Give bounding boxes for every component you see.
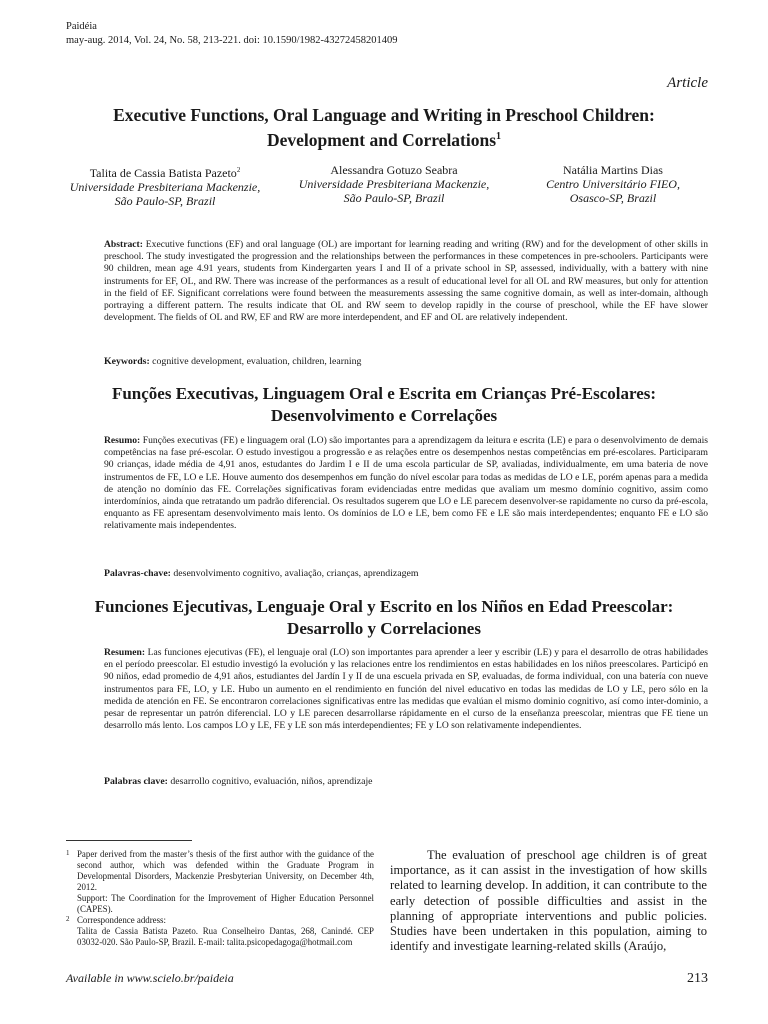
- portuguese-keywords: [104, 568, 708, 580]
- resumen-text: Las funciones ejecutivas (FE), el lenguaje oral (LO) son importantes para aprender a leer y escribir (LE) y para el desarrollo de otras habilidades en el período preescolar. El estudio investigó la evolución y las relaciones entre los rendimientos en estas habilidades en los niños preescolares. Participó en 90 niños, edad promedio de 4,91 años, estudiantes del Jardín I y II de una escuela privada en SP, evaluadas, de forma individual, con una batería con nueve instrumentos para FE, LO, y LE. Hubo un aumento en el rendimiento en función del nivel educativo en todas las medidas de LO y LE, pero sólo en la medida de atención en FE. Se encontraron correlaciones significativas entre las medidas que evalúan el mismo dominio cognitivo, así como inter-dominio, a pesar de representar un patrón diferencial. LO y LE parecen desarrollarse rápidamente en el curso de la enseñanza preescolar, mientras que FE tiene un desarrollo más lento. Los campos LO y LE, FE y LE son más interdependientes; FE y LO son relativamente independientes.: [104, 647, 708, 732]
- footnote-number: 1: [66, 849, 70, 857]
- resumo-label: Resumo:: [104, 435, 141, 446]
- author-name: Alessandra Gotuzo Seabra: [330, 163, 458, 177]
- spanish-title-line1: Funciones Ejecutivas, Lenguaje Oral y Escrito en los Niños en Edad Preescolar:: [94, 597, 674, 616]
- page-number: 213: [687, 971, 708, 986]
- body-paragraph: The evaluation of preschool age children is of great importance, as it can assist in the investigation of how skills related to learning develop. In addition, it can contribute to the early detection of possible difficulties and assist in the planning of appropriate interventions and public policies. Studies have been undertaken in this population, aiming to identify and investigate learning-related skills (Araújo,: [390, 848, 707, 954]
- author-location: Osasco-SP, Brazil: [569, 191, 657, 205]
- author-name: Talita de Cassia Batista Pazeto$^2$: [89, 166, 241, 180]
- availability-footer[interactable]: Available in www.scielo.br/paideia: [66, 971, 234, 985]
- footnote-number: 2: [66, 915, 70, 924]
- footnote-divider: [66, 840, 192, 841]
- author-2: [289, 163, 499, 208]
- portuguese-title-line1: Funções Executivas, Linguagem Oral e Escrita em Crianças Pré-Escolares:: [111, 384, 657, 403]
- palavras-chave-text: desenvolvimento cognitivo, avaliação, crianças, aprendizagem: [173, 568, 419, 579]
- spanish-keywords: [104, 776, 708, 788]
- spanish-abstract: [104, 647, 708, 732]
- article-type-label: Article: [667, 75, 708, 91]
- title-footnote-ref[interactable]: 1: [496, 131, 502, 142]
- footnote-text: Support: The Coordination for the Improvement of Higher Education Personnel (CAPES).: [77, 892, 374, 914]
- author-affiliation: Universidade Presbiteriana Mackenzie,: [69, 180, 261, 194]
- spanish-title: [60, 596, 708, 640]
- abstract-label: Abstract:: [104, 239, 143, 250]
- author-1: [60, 163, 270, 208]
- portuguese-title-line2: Desenvolvimento e Correlações: [270, 406, 498, 425]
- english-abstract: [104, 239, 708, 324]
- footnote-text: Paper derived from the master’s thesis of the first author with the guidance of the second author, which was defended within the Graduate Program in Developmental Disorders, Mackenzie Presbyterian University, on December 4th, 2012.: [77, 849, 374, 892]
- author-list: [60, 163, 708, 208]
- portuguese-abstract: [104, 435, 708, 533]
- spanish-title-line2: Desarrollo y Correlaciones: [287, 619, 481, 638]
- journal-citation: may-aug. 2014, Vol. 24, No. 58, 213-221. doi: 10.1590/1982-43272458201409: [66, 35, 398, 46]
- author-affiliation: Universidade Presbiteriana Mackenzie,: [298, 177, 490, 191]
- footnotes: [66, 849, 374, 949]
- english-keywords: [104, 356, 708, 368]
- author-location: São Paulo-SP, Brazil: [114, 194, 216, 208]
- abstract-text: Executive functions (EF) and oral language (OL) are important for learning reading and writing (RW) and for the development of other skills in preschool. The study investigated the progression and the relationships between the performances in these competences in pre-schoolers. Participants were 90 children, mean age 4.91 years, students from Kindergarten years I and II of a private school in SP, assessed, individually, with a battery with nine instruments for EF, OL, and RW. There was increase of the performances as a result of educational level for all OL and RW measures, but only for attention in the field of EF. Significant correlations were found between the measurements assessing the same cognitive domain, as well as inter-domain, although portraying a different pattern. The results indicate that OL and RW seem to develop rapidly in the course of preschool, while the EF have slower development. The fields of OL and RW, EF and RW are more interdependent, and EF and OL are relatively independent.: [104, 239, 708, 324]
- english-title-line2: Development and Correlations$^1$: [266, 129, 502, 150]
- author-affiliation: Centro Universitário FIEO,: [546, 177, 680, 191]
- english-title: [60, 104, 708, 151]
- author-footnote-ref[interactable]: 2: [236, 166, 241, 174]
- resumo-text: Funções executivas (FE) e linguagem oral (LO) são importantes para a aprendizagem da leitura e escrita (LE) e para o desenvolvimento de demais competências na fase pré-escolar. O estudo investigou a progressão e as relações entre os desempenhos nestas competências em pré-escolares. Participaram 90 crianças, idade média de 4,91 anos, estudantes do Jardim I e II de uma escola particular de SP, avaliadas, individualmente, em uma bateria de nove instrumentos de FE, LO e LE. Houve aumento dos desempenhos em função do nível escolar para todas as medidas de LO e LE, porém apenas para a medida de atenção no domínio das FE. Correlações significativas foram evidenciadas entre medidas que avaliam um mesmo domínio cognitivo, assim como interdomínios, ainda que retratando um padrão diferencial. Os resultados sugerem que LO e LE parecem desenvolver-se rapidamente no curso da pré-escola, enquanto as FE apresentam desenvolvimento mais lento. Os domínios de LO e LE, bem como FE e LE são mais interdependentes; enquanto FE e LO são relativamente mais independentes.: [104, 435, 708, 532]
- portuguese-title: [60, 383, 708, 427]
- palabras-clave-text: desarrollo cognitivo, evaluación, niños, aprendizaje: [170, 776, 373, 787]
- keywords-text: cognitive development, evaluation, children, learning: [152, 356, 362, 367]
- english-title-line1: Executive Functions, Oral Language and Writing in Preschool Children:: [113, 105, 655, 125]
- journal-header: [66, 20, 398, 48]
- footnote-text: Correspondence address:: [77, 915, 166, 926]
- footnote-address: Talita de Cassia Batista Pazeto. Rua Conselheiro Dantas, 268, Canindé. CEP 03032-020. São Paulo-SP, Brazil. E-mail: talita.psicopedagoga@hotmail.com: [77, 926, 374, 948]
- palabras-clave-label: Palabras clave:: [104, 776, 168, 787]
- footnote-1: [66, 849, 374, 914]
- author-location: São Paulo-SP, Brazil: [343, 191, 445, 205]
- palavras-chave-label: Palavras-chave:: [104, 568, 171, 579]
- footnote-2: [66, 915, 374, 948]
- author-3: [518, 163, 708, 208]
- journal-name: Paidéia: [66, 21, 97, 32]
- keywords-label: Keywords:: [104, 356, 150, 367]
- resumen-label: Resumen:: [104, 647, 146, 658]
- author-name: Natália Martins Dias: [563, 163, 663, 177]
